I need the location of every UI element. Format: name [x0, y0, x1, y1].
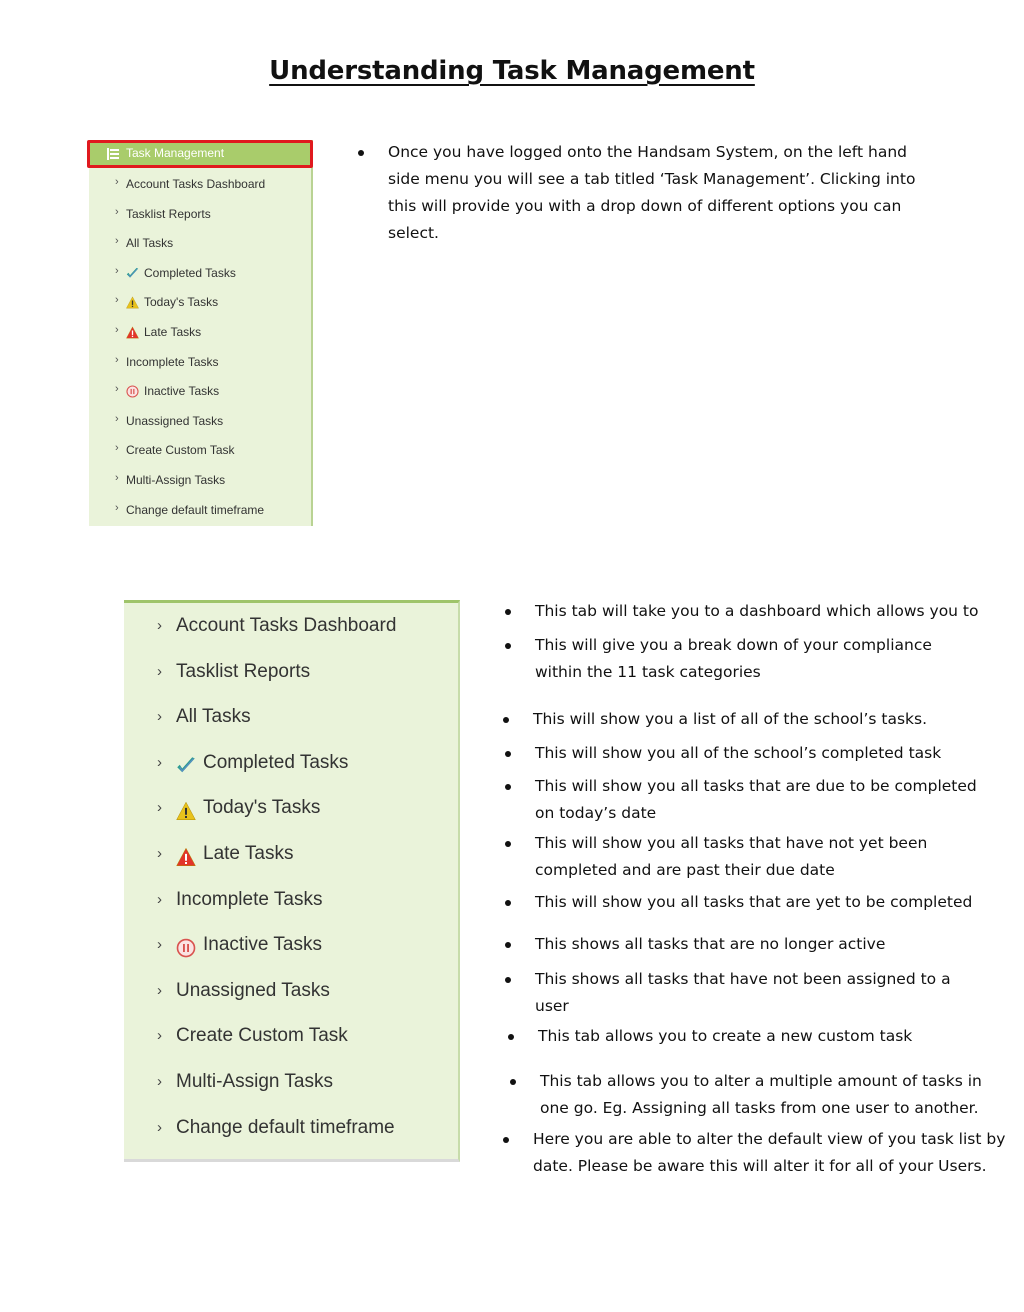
menu-item-label: Incomplete Tasks: [176, 888, 323, 910]
menu-item-today-s-tasks[interactable]: [89, 293, 311, 315]
menu-item-multi-assign-tasks[interactable]: [89, 471, 311, 493]
menu-item-all-tasks[interactable]: [89, 234, 311, 256]
page-title: Understanding Task Management: [269, 56, 755, 86]
menu-item-change-default-timeframe[interactable]: [89, 501, 311, 523]
menu-item-label: Completed Tasks: [144, 265, 236, 280]
bullet-dot: [505, 643, 511, 649]
bullet-dot: [505, 977, 511, 983]
pause-circle-icon: [126, 385, 139, 398]
menu-item-label: Late Tasks: [144, 325, 202, 339]
menu-item-label: All Tasks: [126, 236, 174, 251]
intro-bullet: [358, 139, 918, 249]
chevron-right-icon: ›: [115, 472, 119, 484]
menu-item-unassigned-tasks[interactable]: [89, 412, 311, 434]
chevron-right-icon: ›: [115, 264, 119, 277]
description-line: on today’s date: [535, 804, 657, 822]
chevron-right-icon: ›: [115, 176, 119, 188]
menu-item-label: Unassigned Tasks: [126, 413, 224, 428]
menu-item-label: Multi-Assign Tasks: [126, 473, 226, 487]
menu-item-label: Today's Tasks: [203, 797, 321, 819]
description-line: This will show you all of the school’s completed task: [535, 744, 942, 762]
chevron-right-icon: ›: [157, 799, 162, 817]
chevron-right-icon: ›: [115, 324, 119, 336]
menu-item-label: Account Tasks Dashboard: [176, 615, 397, 636]
task-management-label: Task Management: [126, 146, 225, 160]
description-line: one go. Eg. Assigning all tasks from one user to another.: [540, 1099, 979, 1117]
menu-item-incomplete-tasks[interactable]: [89, 353, 311, 375]
bullet-dot: [358, 150, 364, 156]
chevron-right-icon: ›: [157, 890, 162, 908]
description-line: Here you are able to alter the default view of you task list by: [533, 1130, 1006, 1148]
menu-item-label: Create Custom Task: [126, 443, 235, 458]
chevron-right-icon: ›: [157, 845, 162, 862]
menu-item-change-default-timeframe[interactable]: [124, 1116, 458, 1148]
description-line: This shows all tasks that are no longer active: [535, 935, 886, 953]
pause-circle-icon: [176, 938, 196, 958]
warning-yellow-icon: [176, 801, 196, 821]
menu-item-today-s-tasks[interactable]: [124, 796, 458, 828]
menu-item-label: Change default timeframe: [176, 1116, 395, 1138]
menu-item-label: Inactive Tasks: [203, 934, 322, 956]
menu-item-label: Account Tasks Dashboard: [126, 177, 266, 191]
bullet-dot: [510, 1079, 516, 1085]
chevron-right-icon: ›: [157, 936, 162, 954]
menu-item-tasklist-reports[interactable]: [124, 660, 458, 692]
menu-item-inactive-tasks[interactable]: [89, 382, 311, 404]
chevron-right-icon: ›: [157, 1073, 162, 1090]
menu-item-label: Unassigned Tasks: [176, 979, 330, 1001]
menu-item-unassigned-tasks[interactable]: [124, 979, 458, 1011]
task-management-menu-small: [89, 140, 313, 526]
menu-item-account-tasks-dashboard[interactable]: [124, 614, 458, 646]
warning-yellow-icon: [126, 296, 139, 309]
chevron-right-icon: ›: [115, 294, 119, 307]
description-line: date. Please be aware this will alter it for all of your Users.: [533, 1157, 987, 1175]
menu-item-late-tasks[interactable]: [89, 323, 311, 345]
menu-item-label: Late Tasks: [203, 843, 294, 864]
chevron-right-icon: ›: [115, 235, 119, 248]
warning-red-icon: [126, 326, 139, 339]
description-line: This will show you all tasks that have not yet been: [535, 834, 928, 852]
bullet-dot: [505, 841, 511, 847]
chevron-right-icon: ›: [157, 1027, 162, 1045]
bullet-dot: [505, 609, 511, 615]
bullet-dot: [503, 717, 509, 723]
description-line: This will give you a break down of your compliance: [535, 636, 932, 654]
bullet-dot: [508, 1034, 514, 1040]
menu-item-multi-assign-tasks[interactable]: [124, 1070, 458, 1102]
bullet-dot: [505, 900, 511, 906]
warning-red-icon: [176, 847, 196, 867]
description-line: This tab allows you to create a new custom task: [538, 1027, 913, 1045]
menu-item-tasklist-reports[interactable]: [89, 205, 311, 227]
chevron-right-icon: ›: [115, 412, 119, 425]
menu-item-completed-tasks[interactable]: [124, 751, 458, 783]
menu-item-label: Tasklist Reports: [176, 660, 311, 682]
description-line: This will show you all tasks that are due to be completed: [535, 777, 977, 795]
menu-item-label: Completed Tasks: [203, 751, 349, 773]
menu-item-late-tasks[interactable]: [124, 842, 458, 874]
menu-item-completed-tasks[interactable]: [89, 264, 311, 286]
bullet-dot: [505, 751, 511, 757]
chevron-right-icon: ›: [157, 708, 162, 726]
description-line: This tab will take you to a dashboard which allows you to: [535, 602, 979, 620]
menu-item-incomplete-tasks[interactable]: [124, 888, 458, 920]
bullet-dot: [505, 942, 511, 948]
chevron-right-icon: ›: [157, 981, 162, 999]
intro-line: side menu you will see a tab titled ‘Task Management’. Clicking into: [388, 170, 916, 188]
menu-item-label: Create Custom Task: [176, 1025, 348, 1047]
menu-item-label: Incomplete Tasks: [126, 354, 219, 369]
chevron-right-icon: ›: [157, 1118, 162, 1136]
chevron-right-icon: ›: [115, 442, 119, 455]
description-line: This will show you a list of all of the school’s tasks.: [533, 710, 928, 728]
description-line: This shows all tasks that have not been assigned to a: [535, 970, 951, 988]
chevron-right-icon: ›: [157, 662, 162, 680]
menu-item-label: Change default timeframe: [126, 502, 265, 517]
intro-line: Once you have logged onto the Handsam System, on the left hand: [388, 143, 907, 161]
task-management-menu-large: [124, 600, 460, 1162]
menu-item-create-custom-task[interactable]: [124, 1024, 458, 1056]
chevron-right-icon: ›: [157, 617, 162, 634]
menu-item-create-custom-task[interactable]: [89, 441, 311, 463]
description-line: This will show you all tasks that are yet to be completed: [535, 893, 973, 911]
chevron-right-icon: ›: [115, 383, 119, 396]
checkmark-icon: [176, 756, 196, 776]
menu-item-all-tasks[interactable]: [124, 705, 458, 737]
intro-line: select.: [388, 224, 439, 242]
description-line: This tab allows you to alter a multiple amount of tasks in: [540, 1072, 982, 1090]
description-line: user: [535, 997, 569, 1015]
bullet-dot: [505, 784, 511, 790]
menu-item-label: Tasklist Reports: [126, 206, 211, 221]
checkmark-icon: [126, 267, 139, 280]
menu-item-label: All Tasks: [176, 706, 251, 728]
chevron-right-icon: ›: [115, 501, 119, 514]
menu-item-label: Today's Tasks: [144, 295, 219, 310]
bullet-dot: [503, 1137, 509, 1143]
intro-line: this will provide you with a drop down of different options you can: [388, 197, 902, 215]
chevron-right-icon: ›: [157, 753, 162, 771]
menu-item-label: Multi-Assign Tasks: [176, 1071, 333, 1092]
description-line: completed and are past their due date: [535, 861, 835, 879]
chevron-right-icon: ›: [115, 205, 119, 218]
menu-item-inactive-tasks[interactable]: [124, 933, 458, 965]
menu-item-account-tasks-dashboard[interactable]: [89, 175, 311, 197]
description-line: within the 11 task categories: [535, 663, 761, 681]
highlight-box: [87, 140, 313, 168]
menu-item-label: Inactive Tasks: [144, 384, 220, 399]
chevron-right-icon: ›: [115, 353, 119, 366]
